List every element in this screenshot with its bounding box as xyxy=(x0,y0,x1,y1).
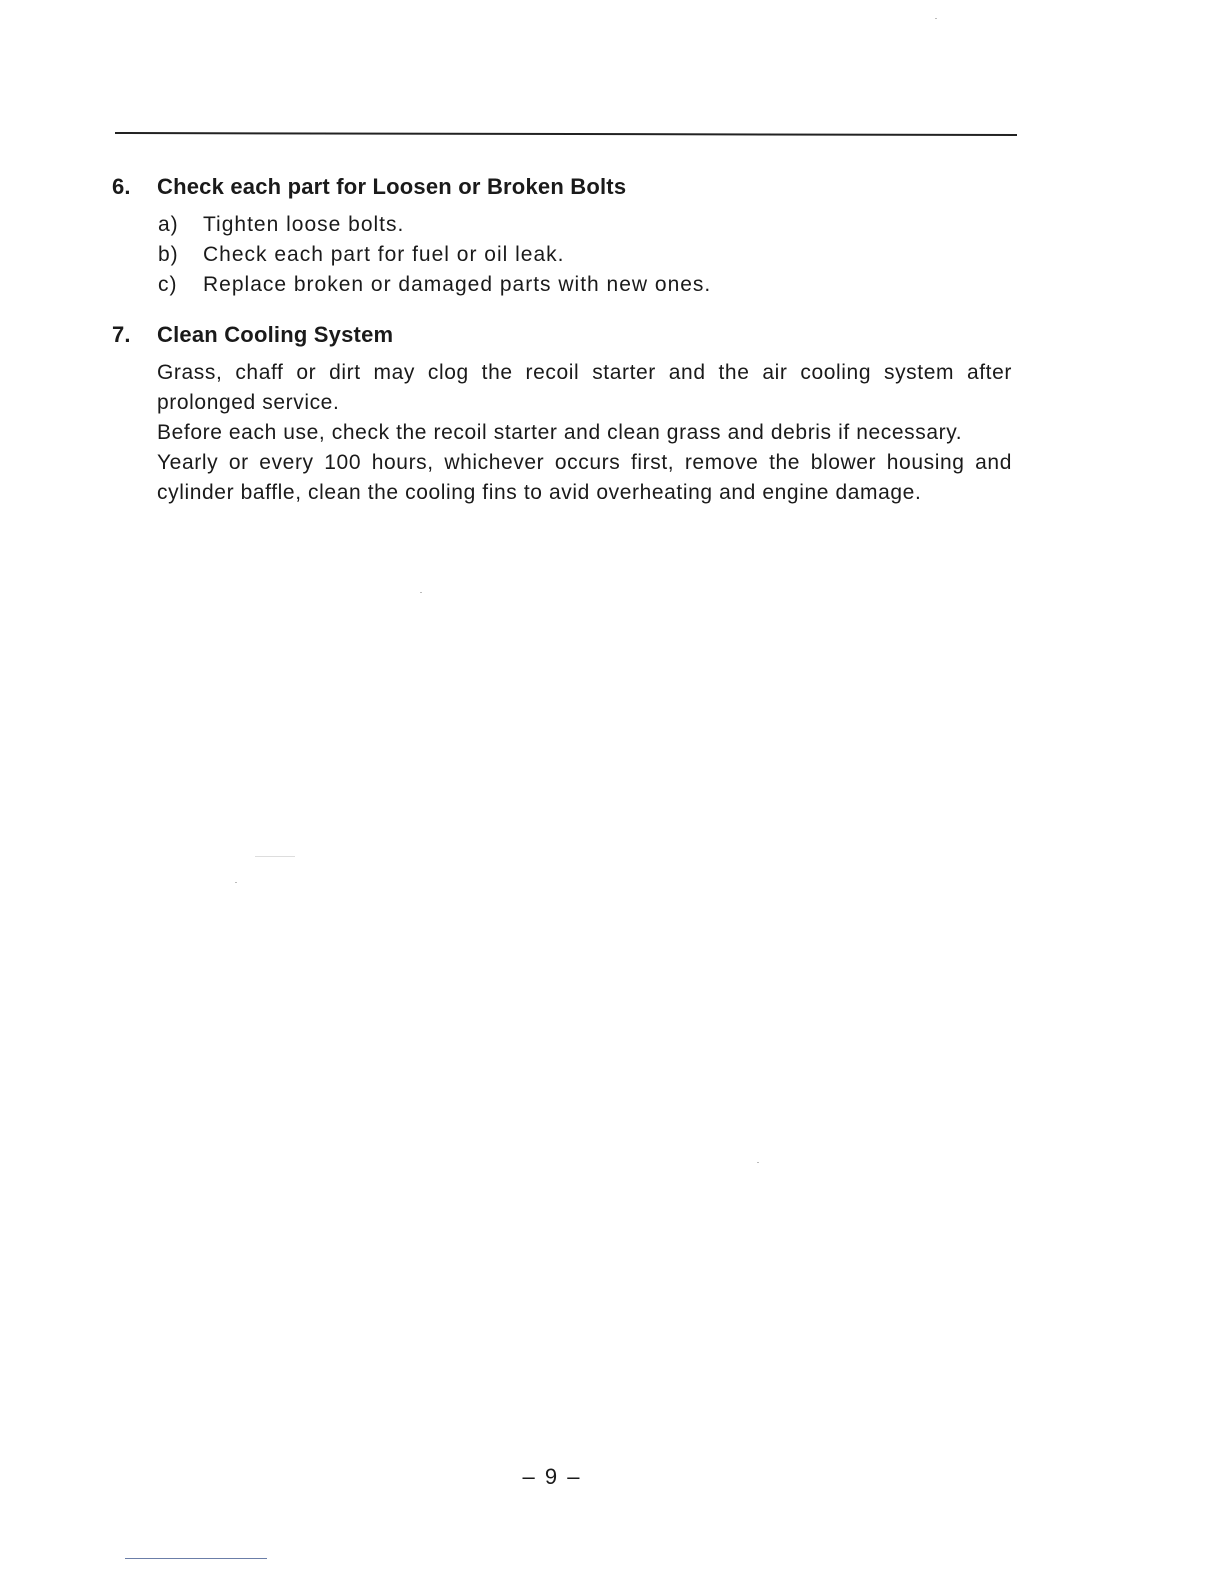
paragraph: Yearly or every 100 hours, whichever occurs first, remove the blower housing and cylinder baffle, clean the cooling fins to avid overheating and engine damage. xyxy=(157,451,1012,504)
section-heading xyxy=(112,172,1012,202)
section-title: Check each part for Loosen or Broken Bolts xyxy=(157,174,627,199)
page-number: – 9 – xyxy=(522,1464,582,1489)
scan-speck xyxy=(935,18,937,19)
item-text: Replace broken or damaged parts with new ones. xyxy=(203,273,712,296)
scan-speck xyxy=(420,592,422,593)
header-rule xyxy=(115,132,1017,136)
footer-rule xyxy=(125,1558,267,1559)
sub-item-list xyxy=(112,210,1012,300)
paragraph: Before each use, check the recoil starter and clean grass and debris if necessary. xyxy=(157,421,963,444)
item-text: Tighten loose bolts. xyxy=(203,213,405,236)
item-text: Check each part for fuel or oil leak. xyxy=(203,243,565,266)
scan-speck xyxy=(255,856,295,857)
list-item xyxy=(112,210,1012,240)
section-heading xyxy=(112,320,1012,350)
item-letter: a) xyxy=(158,213,179,236)
paragraph: Grass, chaff or dirt may clog the recoil starter and the air cooling system after prolonged service. xyxy=(157,361,1012,414)
list-item xyxy=(112,240,1012,270)
item-letter: b) xyxy=(158,243,179,266)
section-number: 7. xyxy=(112,322,131,347)
section-title: Clean Cooling System xyxy=(157,322,394,347)
section-7 xyxy=(112,320,1012,508)
section-number: 6. xyxy=(112,174,131,199)
scan-speck xyxy=(757,1162,759,1163)
scan-speck xyxy=(235,882,237,883)
section-6 xyxy=(112,172,1012,300)
list-item xyxy=(112,270,1012,300)
item-letter: c) xyxy=(158,273,178,296)
